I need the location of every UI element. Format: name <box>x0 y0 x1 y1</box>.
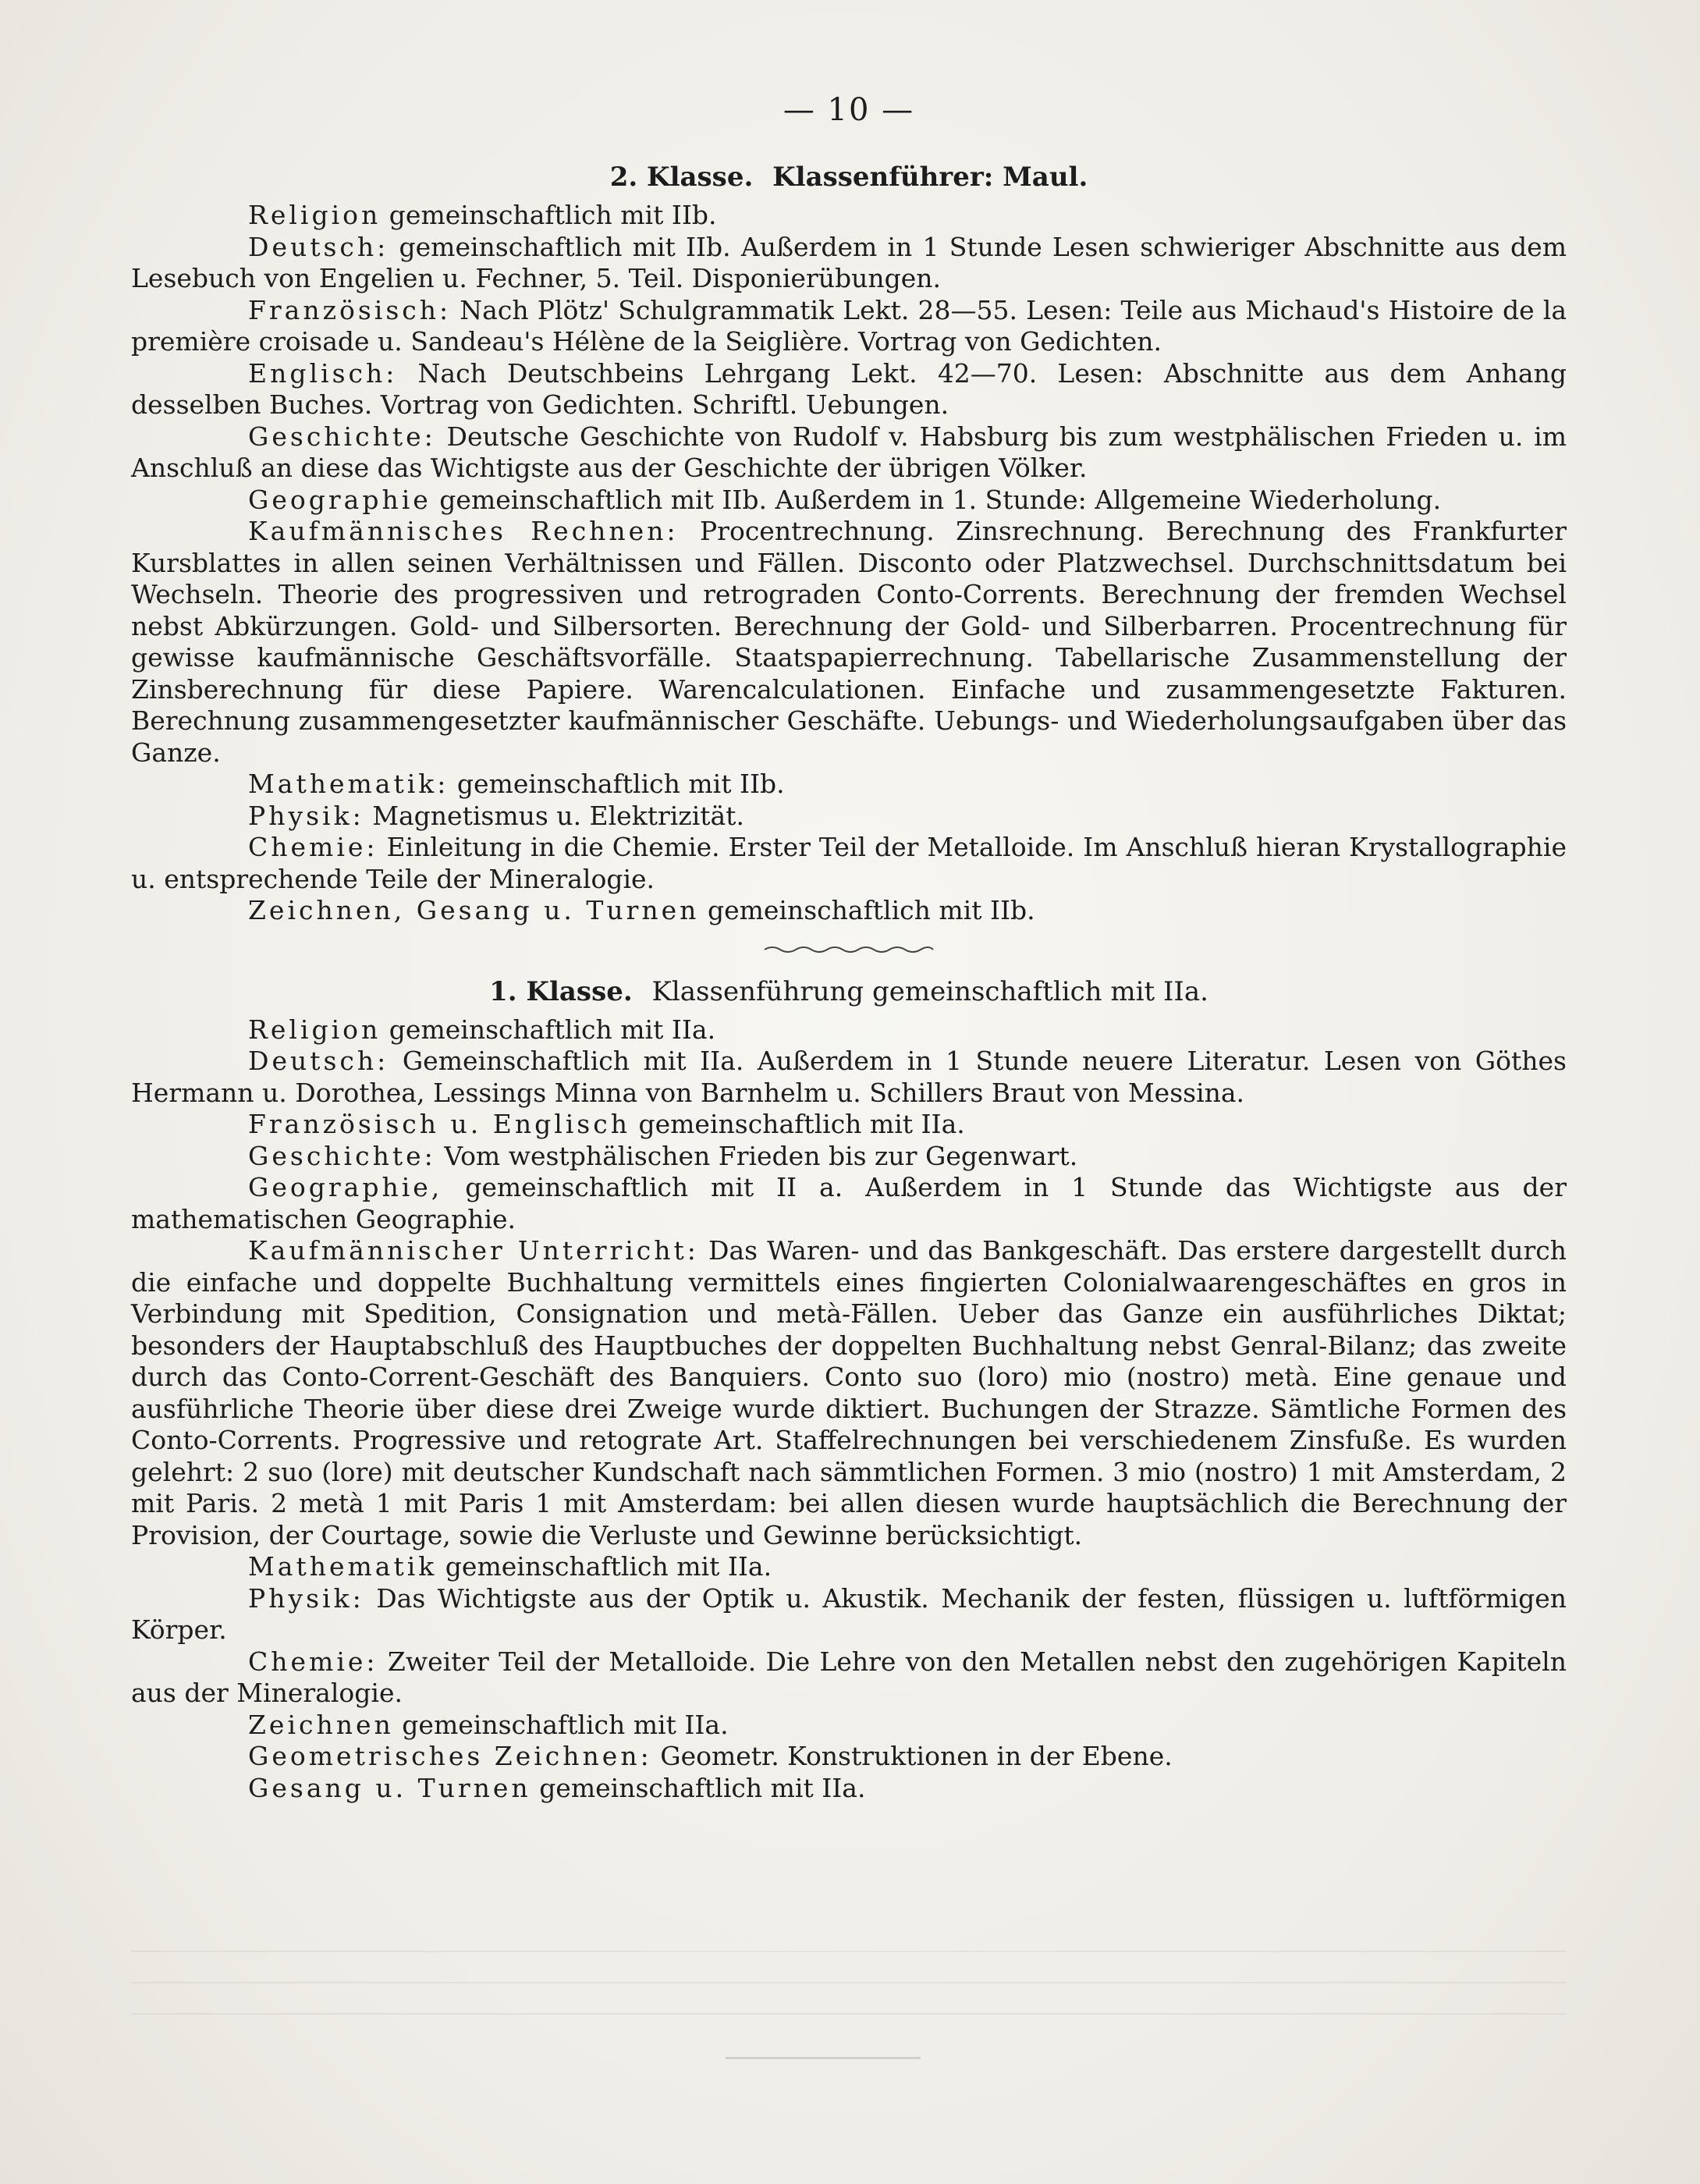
subject-paragraph <box>131 832 1567 895</box>
subject-paragraph <box>131 1046 1567 1109</box>
subject-name: Geschichte: <box>248 1140 436 1171</box>
subject-text: Nach Deutschbeins Lehrgang Lekt. 42—70. Lesen: Abschnitte aus dem Anhang desselben Buches. Vortrag von Gedichten. Schriftl. Uebungen. <box>131 357 1567 420</box>
subject-name: Gesang u. Turnen <box>248 1772 531 1803</box>
subject-text: Das Wichtigste aus der Optik u. Akustik. Mechanik der festen, flüssigen u. luftförmigen Körper. <box>131 1582 1567 1645</box>
section-heading <box>131 158 1567 197</box>
subject-name: Religion <box>248 200 382 230</box>
subject-text: Gemeinschaftlich mit IIa. Außerdem in 1 Stunde neuere Literatur. Lesen von Göthes Hermann u. Dorothea, Lessings Minna von Barnhelm u. Schillers Braut von Messina. <box>131 1046 1567 1108</box>
subject-text: gemeinschaftlich mit II a. Außerdem in 1 Stunde das Wichtigste aus der mathematischen Geographie. <box>131 1172 1567 1234</box>
subject-name: Geschichte: <box>248 421 436 452</box>
subject-paragraph <box>131 200 1567 232</box>
bleed-through-line <box>131 1951 1567 1952</box>
subject-paragraph <box>131 1710 1567 1742</box>
subject-text: gemeinschaftlich mit IIa. <box>539 1772 866 1803</box>
bleed-through-line <box>131 1982 1567 1983</box>
subject-text: gemeinschaftlich mit IIb. <box>389 200 717 230</box>
section-heading-number: 1. Klasse. <box>489 975 633 1007</box>
subject-text: gemeinschaftlich mit IIa. <box>638 1109 965 1139</box>
section-klasse-1 <box>131 972 1567 1805</box>
subject-text: gemeinschaftlich mit IIb. Außerdem in 1. Stunde: Allgemeine Wiederholung. <box>439 484 1442 515</box>
subject-name: Chemie: <box>248 1646 378 1677</box>
subject-paragraph <box>131 358 1567 421</box>
subject-name: Deutsch: <box>248 231 389 262</box>
subject-name: Geometrisches Zeichnen: <box>248 1741 652 1771</box>
subject-paragraph <box>131 801 1567 833</box>
bleed-through-line <box>131 2013 1567 2015</box>
subject-paragraph <box>131 1172 1567 1235</box>
page-content <box>131 92 1567 1804</box>
subject-name: Religion <box>248 1014 382 1045</box>
subject-paragraph <box>131 1741 1567 1773</box>
subject-text: gemeinschaftlich mit IIb. <box>707 895 1035 925</box>
page-number: — 10 — <box>783 92 915 128</box>
bleed-through-shadow <box>131 1951 1567 2044</box>
subject-paragraph <box>131 1583 1567 1646</box>
subject-paragraph <box>131 516 1567 769</box>
subject-paragraph <box>131 1109 1567 1141</box>
subject-name: Französisch u. Englisch <box>248 1109 630 1139</box>
bottom-rule <box>726 2057 921 2059</box>
subject-paragraph <box>131 1551 1567 1583</box>
subject-text: Magnetismus u. Elektrizität. <box>372 800 744 831</box>
subject-name: Englisch: <box>248 357 398 389</box>
subject-name: Kaufmännisches Rechnen: <box>248 516 679 546</box>
subject-paragraph <box>131 1141 1567 1173</box>
subject-name: Zeichnen, Gesang u. Turnen <box>248 895 700 925</box>
subject-text: Geometr. Konstruktionen in der Ebene. <box>660 1741 1173 1771</box>
subject-text: Deutsche Geschichte von Rudolf v. Habsburg bis zum westphälischen Frieden u. im Anschluß an diese das Wichtigste aus der Geschichte der übrigen Völker. <box>131 421 1567 483</box>
subject-paragraph <box>131 1646 1567 1710</box>
subject-name: Geographie <box>248 484 431 515</box>
subject-name: Kaufmännischer Unterricht: <box>248 1235 699 1266</box>
subject-name: Chemie: <box>248 832 378 862</box>
subject-paragraph <box>131 421 1567 485</box>
subject-name: Physik: <box>248 800 364 831</box>
section-heading-text: Klassenführung gemeinschaftlich mit IIa. <box>651 975 1208 1007</box>
subject-paragraph <box>131 1773 1567 1805</box>
subject-name: Physik: <box>248 1582 364 1614</box>
subject-name: Mathematik: <box>248 769 449 799</box>
subject-paragraph <box>131 485 1567 517</box>
subject-name: Deutsch: <box>248 1046 389 1076</box>
section-klasse-2 <box>131 158 1567 927</box>
subject-text: gemeinschaftlich mit IIa. <box>389 1014 716 1045</box>
section-divider-ornament <box>763 944 935 955</box>
section-heading-text: Klassenführer: Maul. <box>772 162 1088 193</box>
subject-name: Französisch: <box>248 294 452 325</box>
subject-text: Zweiter Teil der Metalloide. Die Lehre von den Metallen nebst den zugehörigen Kapiteln aus der Mineralogie. <box>131 1646 1567 1708</box>
subject-paragraph <box>131 769 1567 801</box>
subject-paragraph <box>131 1014 1567 1046</box>
subject-text: gemeinschaftlich mit IIa. <box>402 1709 729 1740</box>
subject-text: Procentrechnung. Zinsrechnung. Berechnung des Frankfurter Kursblattes in allen seinen Verhältnissen und Fällen. Disconto oder Platzwechsel. Durchschnittsdatum bei Wechseln. Theorie des progressiven und retrograden Conto-Corrents. Berechnung der fremden Wechsel nebst Abkürzungen. Gold- und Silbersorten. Berechnung der Gold- und Silberbarren. Procentrechnung für gewisse kaufmännische Geschäftsvorfälle. Staatspapierrechnung. Tabellarische Zusammenstellung der Zinsberechnung für diese Papiere. Warencalculationen. Einfache und zusammengesetzte Fakturen. Berechnung zusammengesetzter kaufmännischer Geschäfte. Uebungs- und Wiederholungsaufgaben über das Ganze. <box>131 516 1567 768</box>
subject-paragraph <box>131 895 1567 927</box>
subject-text: gemeinschaftlich mit IIa. <box>445 1551 772 1582</box>
section-heading-number: 2. Klasse. <box>609 162 754 193</box>
subject-text: gemeinschaftlich mit IIb. Außerdem in 1 Stunde Lesen schwieriger Abschnitte aus dem Lesebuch von Engelien u. Fechner, 5. Teil. Disponierübungen. <box>131 231 1567 293</box>
subject-text: gemeinschaftlich mit IIb. <box>456 769 785 799</box>
subject-text: Nach Plötz' Schulgrammatik Lekt. 28—55. Lesen: Teile aus Michaud's Histoire de la première croisade u. Sandeau's Hélène de la Seiglière. Vortrag von Gedichten. <box>131 294 1567 357</box>
subject-name: Zeichnen <box>248 1709 394 1740</box>
subject-text: Vom westphälischen Frieden bis zur Gegenwart. <box>444 1140 1078 1171</box>
subject-paragraph <box>131 295 1567 358</box>
subject-name: Geographie, <box>248 1172 443 1202</box>
subject-paragraph <box>131 232 1567 295</box>
subject-text: Das Waren- und das Bankgeschäft. Das erstere dargestellt durch die einfache und doppelte Buchhaltung vermittels eines fingierten Colonialwaarengeschäftes en gros in Verbindung mit Spedition, Consignation und metà-Fällen. Ueber das Ganze ein ausführliches Diktat; besonders der Hauptabschluß des Hauptbuches der doppelten Buchhaltung nebst Genral-Bilanz; das zweite durch das Conto-Corrent-Geschäft des Banquiers. Conto suo (loro) mio (nostro) metà. Eine genaue und ausführliche Theorie über diese drei Zweige wurde diktiert. Buchungen der Strazze. Sämtliche Formen des Conto-Corrents. Progressive und retograte Art. Staffelrechnungen bei verschiedenem Zinsfuße. Es wurden gelehrt: 2 suo (lore) mit deutscher Kundschaft nach sämmtlichen Formen. 3 mio (nostro) 1 mit Amsterdam, 2 mit Paris. 2 metà 1 mit Paris 1 mit Amsterdam: bei allen diesen wurde hauptsächlich die Berechnung der Provision, der Courtage, sowie die Verluste und Gewinne berücksichtigt. <box>131 1235 1567 1550</box>
section-heading <box>131 972 1567 1011</box>
subject-name: Mathematik <box>248 1551 438 1582</box>
subject-text: Einleitung in die Chemie. Erster Teil der Metalloide. Im Anschluß hieran Krystallographie u. entsprechende Teile der Mineralogie. <box>131 832 1567 894</box>
subject-paragraph <box>131 1235 1567 1551</box>
